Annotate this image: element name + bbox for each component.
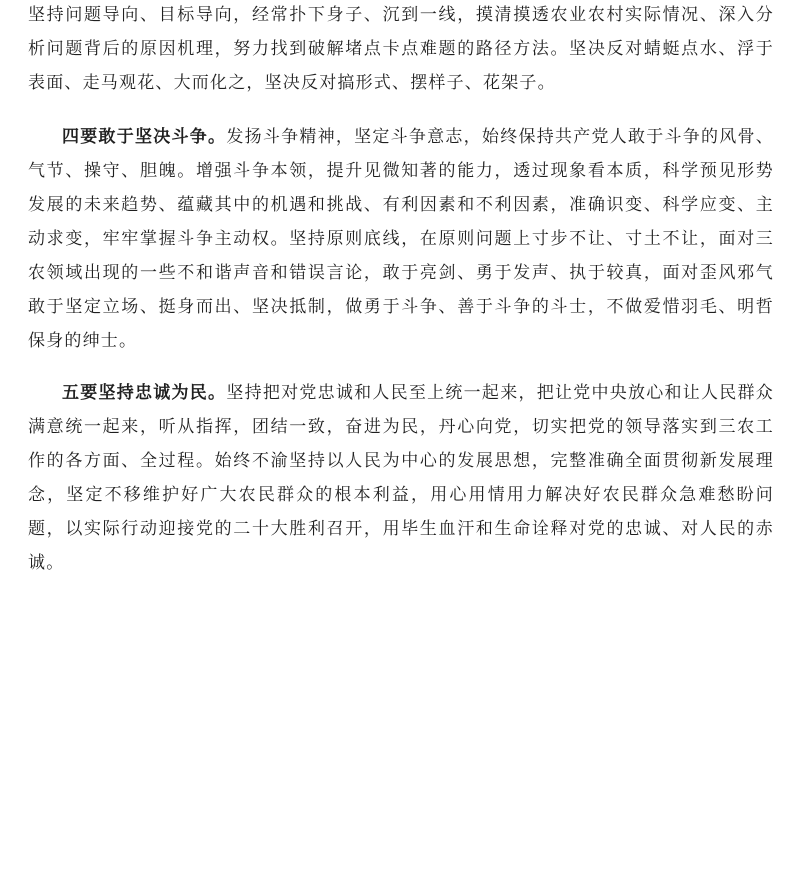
- paragraph-loyal-to-people: [28, 376, 774, 580]
- paragraph-lead-heading: 五要坚持忠诚为民。: [62, 383, 227, 403]
- paragraph-lead-heading: 四要敢于坚决斗争。: [62, 127, 227, 147]
- paragraph-problem-orientation: [28, 0, 774, 100]
- paragraph-body: 坚持把对党忠诚和人民至上统一起来，把让党中央放心和让人民群众满意统一起来，听从指挥，团结一致，奋进为民，丹心向党，切实把党的领导落实到三农工作的各方面、全过程。始终不渝坚持以人民为中心的发展思想，完整准确全面贯彻新发展理念，坚定不移维护好广大农民群众的根本利益，用心用情用力解决好农民群众急难愁盼问题，以实际行动迎接党的二十大胜利召开，用毕生血汗和生命诠释对党的忠诚、对人民的赤诚。: [28, 383, 774, 573]
- paragraph-dare-to-struggle: [28, 120, 774, 358]
- paragraph-body: 发扬斗争精神，坚定斗争意志，始终保持共产党人敢于斗争的风骨、气节、操守、胆魄。增强斗争本领，提升见微知著的能力，透过现象看本质，科学预见形势发展的未来趋势、蕴藏其中的机遇和挑战、有利因素和不利因素，准确识变、科学应变、主动求变，牢牢掌握斗争主动权。坚持原则底线，在原则问题上寸步不让、寸土不让，面对三农领域出现的一些不和谐声音和错误言论，敢于亮剑、勇于发声、执于较真，面对歪风邪气敢于坚定立场、挺身而出、坚决抵制，做勇于斗争、善于斗争的斗士，不做爱惜羽毛、明哲保身的绅士。: [28, 127, 774, 351]
- paragraph-body: 坚持问题导向、目标导向，经常扑下身子、沉到一线，摸清摸透农业农村实际情况、深入分析问题背后的原因机理，努力找到破解堵点卡点难题的路径方法。坚决反对蜻蜓点水、浮于表面、走马观花、大而化之，坚决反对搞形式、摆样子、花架子。: [28, 5, 774, 93]
